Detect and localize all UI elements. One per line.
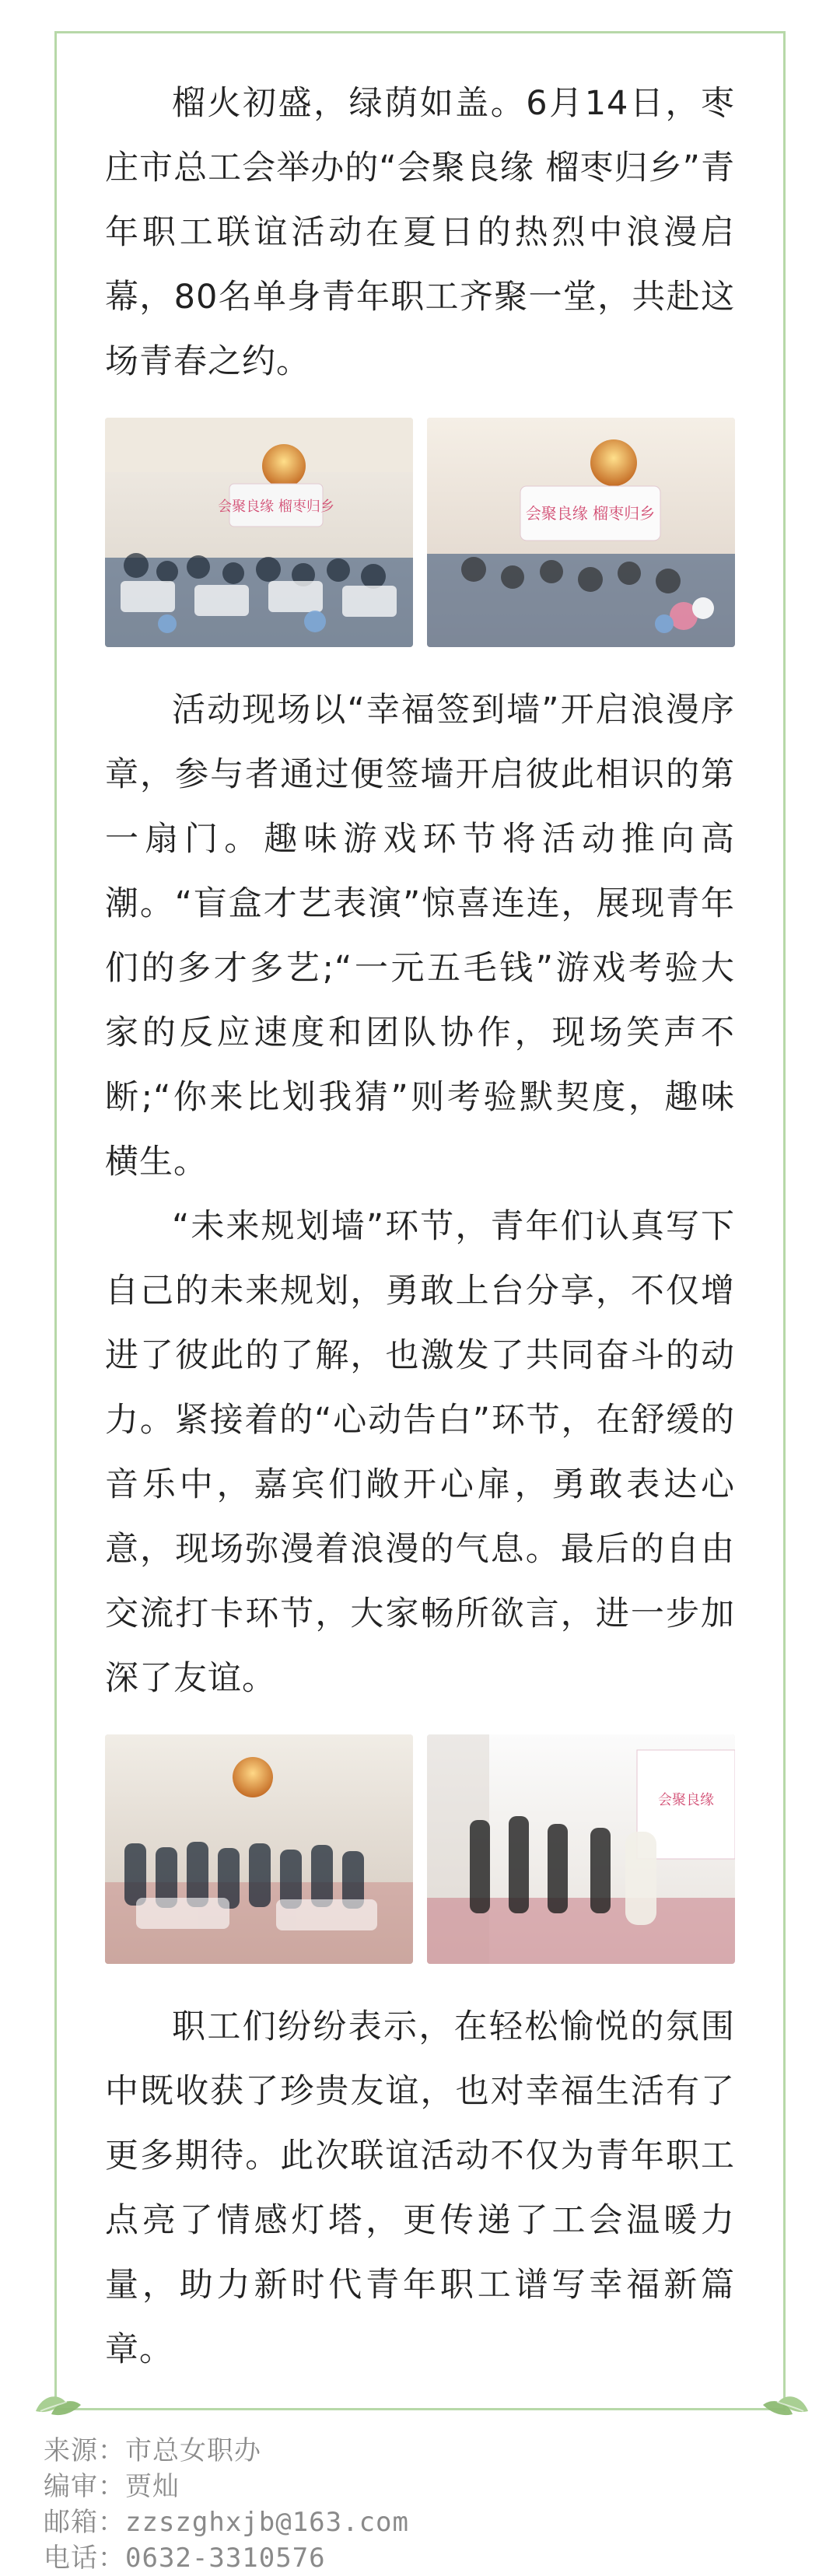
- photo-banner-text: 会聚良缘 榴枣归乡: [218, 499, 334, 515]
- article-content: [105, 72, 735, 2382]
- leaf-decoration-right-icon: [758, 2388, 813, 2424]
- footer-email: 邮箱：zzszghxjb@163.com: [44, 2507, 409, 2538]
- event-photo-3: [105, 1734, 413, 1964]
- banquet-hall-image-1: [105, 418, 413, 647]
- photo-banner-text: 会聚良缘 榴枣归乡: [525, 504, 656, 523]
- footer-source: 来源：市总女职办: [44, 2435, 261, 2466]
- paragraph-1: 榴火初盛，绿荫如盖。6月14日，枣庄市总工会举办的“会聚良缘 榴枣归乡”青年职工联谊活动在夏日的热烈中浪漫启幕，80名单身青年职工齐聚一堂，共赴这场青春之约。: [105, 84, 735, 381]
- paragraph-4: 职工们纷纷表示，在轻松愉悦的氛围中既收获了珍贵友谊，也对幸福生活有了更多期待。此次联谊活动不仅为青年职工点亮了情感灯塔，更传递了工会温暖力量，助力新时代青年职工谱写幸福新篇章。: [105, 2007, 735, 2369]
- article-footer: [44, 2433, 806, 2576]
- event-photo-1: [105, 418, 413, 647]
- leaf-decoration-left-icon: [31, 2388, 86, 2424]
- group-photo-image: [105, 1734, 413, 1964]
- event-photo-4: [427, 1734, 735, 1964]
- footer-editor: 编审：贾灿: [44, 2471, 180, 2502]
- paragraph-2: 活动现场以“幸福签到墙”开启浪漫序章，参与者通过便签墙开启彼此相识的第一扇门。趣味游戏环节将活动推向高潮。“盲盒才艺表演”惊喜连连，展现青年们的多才多艺;“一元五毛钱”游戏考验大家的反应速度和团队协作，现场笑声不断;“你来比划我猜”则考验默契度，趣味横生。: [105, 691, 735, 1181]
- photo-row-1: [105, 418, 735, 647]
- event-photo-2: [427, 418, 735, 647]
- footer-phone: 电话：0632-3310576: [44, 2543, 326, 2574]
- photo-banner-text: 会聚良缘: [658, 1792, 714, 1808]
- stage-speaker-image: [427, 1734, 735, 1964]
- paragraph-3: “未来规划墙”环节，青年们认真写下自己的未来规划，勇敢上台分享，不仅增进了彼此的了解，也激发了共同奋斗的动力。紧接着的“心动告白”环节，在舒缓的音乐中，嘉宾们敞开心扉，勇敢表达心意，现场弥漫着浪漫的气息。最后的自由交流打卡环节，大家畅所欲言，进一步加深了友谊。: [105, 1207, 735, 1698]
- banquet-hall-image-2: [427, 418, 735, 647]
- photo-row-2: [105, 1734, 735, 1964]
- bottom-divider: [54, 2408, 786, 2410]
